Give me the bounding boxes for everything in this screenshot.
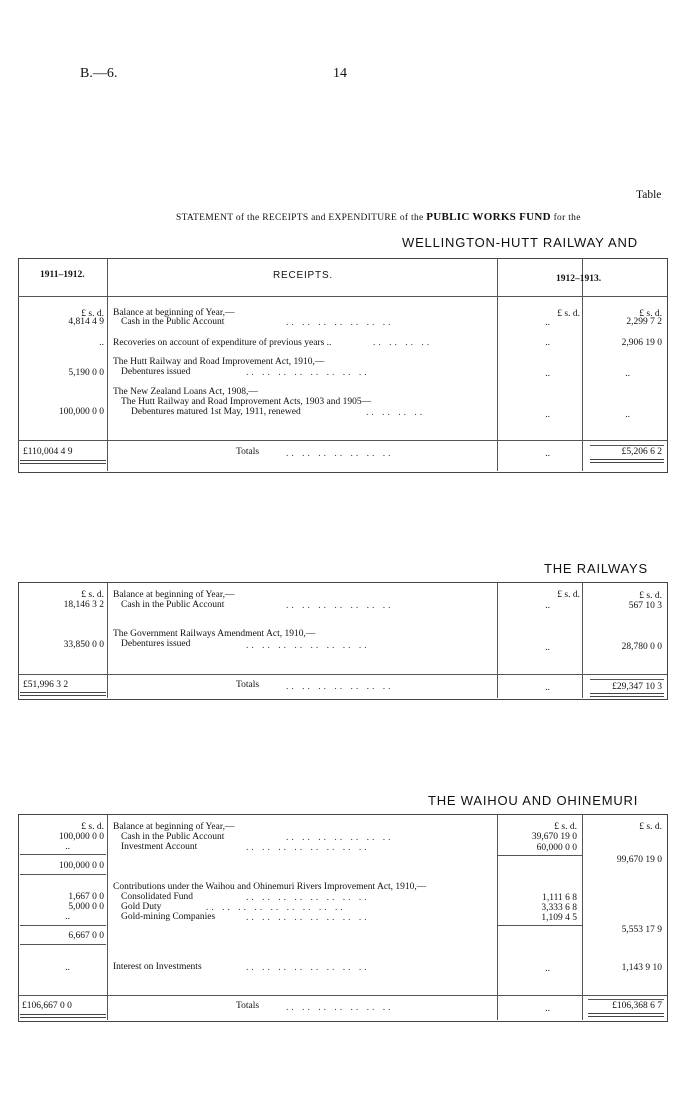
currency-header: £ s. d.	[557, 590, 580, 600]
amount-cell: 33,850 0 0	[63, 640, 104, 650]
amount-cell: ..	[545, 643, 550, 653]
total-cell: ..	[545, 683, 550, 693]
amount-cell: ..	[545, 318, 550, 328]
amount-cell: ..	[99, 338, 104, 348]
amount-cell: ..	[65, 912, 70, 922]
receipt-label: The Government Railways Amendment Act, 1910,—	[113, 629, 316, 639]
receipt-label: The Hutt Railway and Road Improvement Act, 1910,—	[113, 357, 325, 367]
receipt-label: Balance at beginning of Year,—	[113, 590, 235, 600]
subtotal-cell: 6,667 0 0	[68, 931, 104, 941]
currency-header: £ s. d.	[554, 822, 577, 832]
receipt-label: Contributions under the Waihou and Ohinemuri Rivers Improvement Act, 1910,—	[113, 882, 427, 892]
currency-header: £ s. d.	[639, 591, 662, 601]
amount-cell: 3,333 6 8	[541, 903, 577, 913]
amount-cell: ..	[65, 963, 70, 973]
amount-cell: 5,190 0 0	[68, 368, 104, 378]
total-cell: £51,996 3 2	[23, 680, 69, 690]
amount-cell: 5,000 0 0	[68, 902, 104, 912]
dot-leader: .. .. .. .. .. .. .. ..	[246, 963, 370, 973]
amount-cell: 100,000 0 0	[58, 832, 104, 842]
dot-leader: .. .. .. .. .. .. ..	[286, 682, 394, 692]
dot-leader: .. .. .. .. .. .. ..	[286, 601, 394, 611]
statement-prefix: STATEMENT of the RECEIPTS and EXPENDITURE of the	[176, 213, 424, 223]
dot-leader: .. .. .. ..	[373, 338, 433, 348]
total-cell: ..	[545, 449, 550, 459]
totals-label: Totals	[236, 680, 260, 690]
currency-header: £ s. d.	[557, 309, 580, 319]
col-1912-1913: 1912–1913.	[556, 274, 602, 284]
fund-name: PUBLIC WORKS FUND	[426, 211, 551, 223]
receipt-sublabel: Debentures matured 1st May, 1911, renewed	[131, 407, 301, 417]
receipt-sublabel: Debentures issued	[121, 639, 191, 649]
receipt-sublabel: Investment Account	[121, 842, 198, 852]
amount-cell: 28,780 0 0	[621, 642, 662, 652]
page-reference: B.—6.	[80, 66, 118, 81]
amount-cell: ..	[65, 842, 70, 852]
amount-cell: 4,814 4 9	[68, 317, 104, 327]
receipt-sublabel: Cash in the Public Account	[121, 317, 225, 327]
currency-header: £ s. d.	[81, 822, 104, 832]
amount-cell: 18,146 3 2	[63, 600, 104, 610]
currency-header: £ s. d.	[639, 822, 662, 832]
amount-cell: 1,667 0 0	[68, 892, 104, 902]
amount-cell: ..	[545, 369, 550, 379]
dot-leader: .. .. .. .. .. .. .. ..	[246, 641, 370, 651]
dot-leader: .. .. .. .. .. .. ..	[286, 318, 394, 328]
amount-cell: ..	[545, 964, 550, 974]
totals-label: Totals	[236, 447, 260, 457]
amount-cell: 1,143 9 10	[621, 963, 662, 973]
total-cell: £29,347 10 3	[612, 682, 662, 692]
total-cell: £5,206 6 2	[621, 447, 662, 457]
total-cell: £106,368 6 7	[612, 1001, 662, 1011]
receipt-sublabel: The Hutt Railway and Road Improvement Acts, 1903 and 1905—	[121, 397, 372, 407]
receipt-label: Interest on Investments	[113, 962, 202, 972]
receipt-label: Balance at beginning of Year,—	[113, 822, 235, 832]
amount-cell: ..	[545, 338, 550, 348]
railways-title: THE RAILWAYS	[544, 561, 648, 576]
receipt-sublabel: Cash in the Public Account	[121, 832, 225, 842]
dot-leader: .. .. .. .. .. .. .. .. ..	[206, 903, 346, 913]
dot-leader: .. .. .. ..	[366, 408, 426, 418]
total-cell: ..	[545, 1004, 550, 1014]
amount-cell: 1,109 4 5	[541, 913, 577, 923]
receipt-sublabel: Cash in the Public Account	[121, 600, 225, 610]
waihou-title: THE WAIHOU AND OHINEMURI	[428, 793, 639, 808]
total-cell: £106,667 0 0	[22, 1001, 72, 1011]
receipt-label: Balance at beginning of Year,—	[113, 308, 235, 318]
totals-label: Totals	[236, 1001, 260, 1011]
dot-leader: .. .. .. .. .. .. .. ..	[246, 368, 370, 378]
receipt-sublabel: Gold-mining Companies	[121, 912, 216, 922]
subtotal-cell: 99,670 19 0	[616, 855, 662, 865]
amount-cell: 2,299 7 2	[626, 317, 662, 327]
subtotal-cell: 100,000 0 0	[58, 861, 104, 871]
for-the: for the	[553, 213, 581, 223]
receipt-sublabel: Gold Duty	[121, 902, 162, 912]
currency-header: £ s. d.	[81, 590, 104, 600]
amount-cell: ..	[545, 601, 550, 611]
dot-leader: .. .. .. .. .. .. .. ..	[246, 893, 370, 903]
amount-cell: 567 10 3	[628, 601, 662, 611]
currency-header: £ s. d.	[81, 309, 104, 319]
receipt-label: The New Zealand Loans Act, 1908,—	[113, 387, 258, 397]
amount-cell: ..	[625, 369, 630, 379]
dot-leader: .. .. .. .. .. .. ..	[286, 449, 394, 459]
dot-leader: .. .. .. .. .. .. .. ..	[246, 843, 370, 853]
page-number: 14	[333, 66, 347, 81]
col-receipts: RECEIPTS.	[273, 270, 333, 281]
dot-leader: .. .. .. .. .. .. ..	[286, 1003, 394, 1013]
receipt-sublabel: Debentures issued	[121, 367, 191, 377]
dot-leader: .. .. .. .. .. .. .. ..	[246, 913, 370, 923]
table-label: Table	[636, 189, 662, 201]
subtotal-cell: 5,553 17 9	[621, 925, 662, 935]
dot-leader: .. .. .. .. .. .. ..	[286, 833, 394, 843]
railway-subtitle: WELLINGTON-HUTT RAILWAY AND	[402, 235, 638, 250]
col-1911-1912: 1911–1912.	[40, 270, 85, 280]
amount-cell: 39,670 19 0	[531, 832, 577, 842]
amount-cell: 60,000 0 0	[536, 843, 577, 853]
amount-cell: 1,111 6 8	[542, 893, 577, 903]
amount-cell: 2,906 19 0	[621, 338, 662, 348]
receipt-label: Recoveries on account of expenditure of previous years ..	[113, 338, 332, 348]
total-cell: £110,004 4 9	[23, 447, 73, 457]
amount-cell: ..	[545, 410, 550, 420]
statement-heading	[176, 211, 581, 223]
amount-cell: ..	[625, 410, 630, 420]
amount-cell: 100,000 0 0	[58, 407, 104, 417]
currency-header: £ s. d.	[639, 309, 662, 319]
receipt-sublabel: Consolidated Fund	[121, 892, 194, 902]
